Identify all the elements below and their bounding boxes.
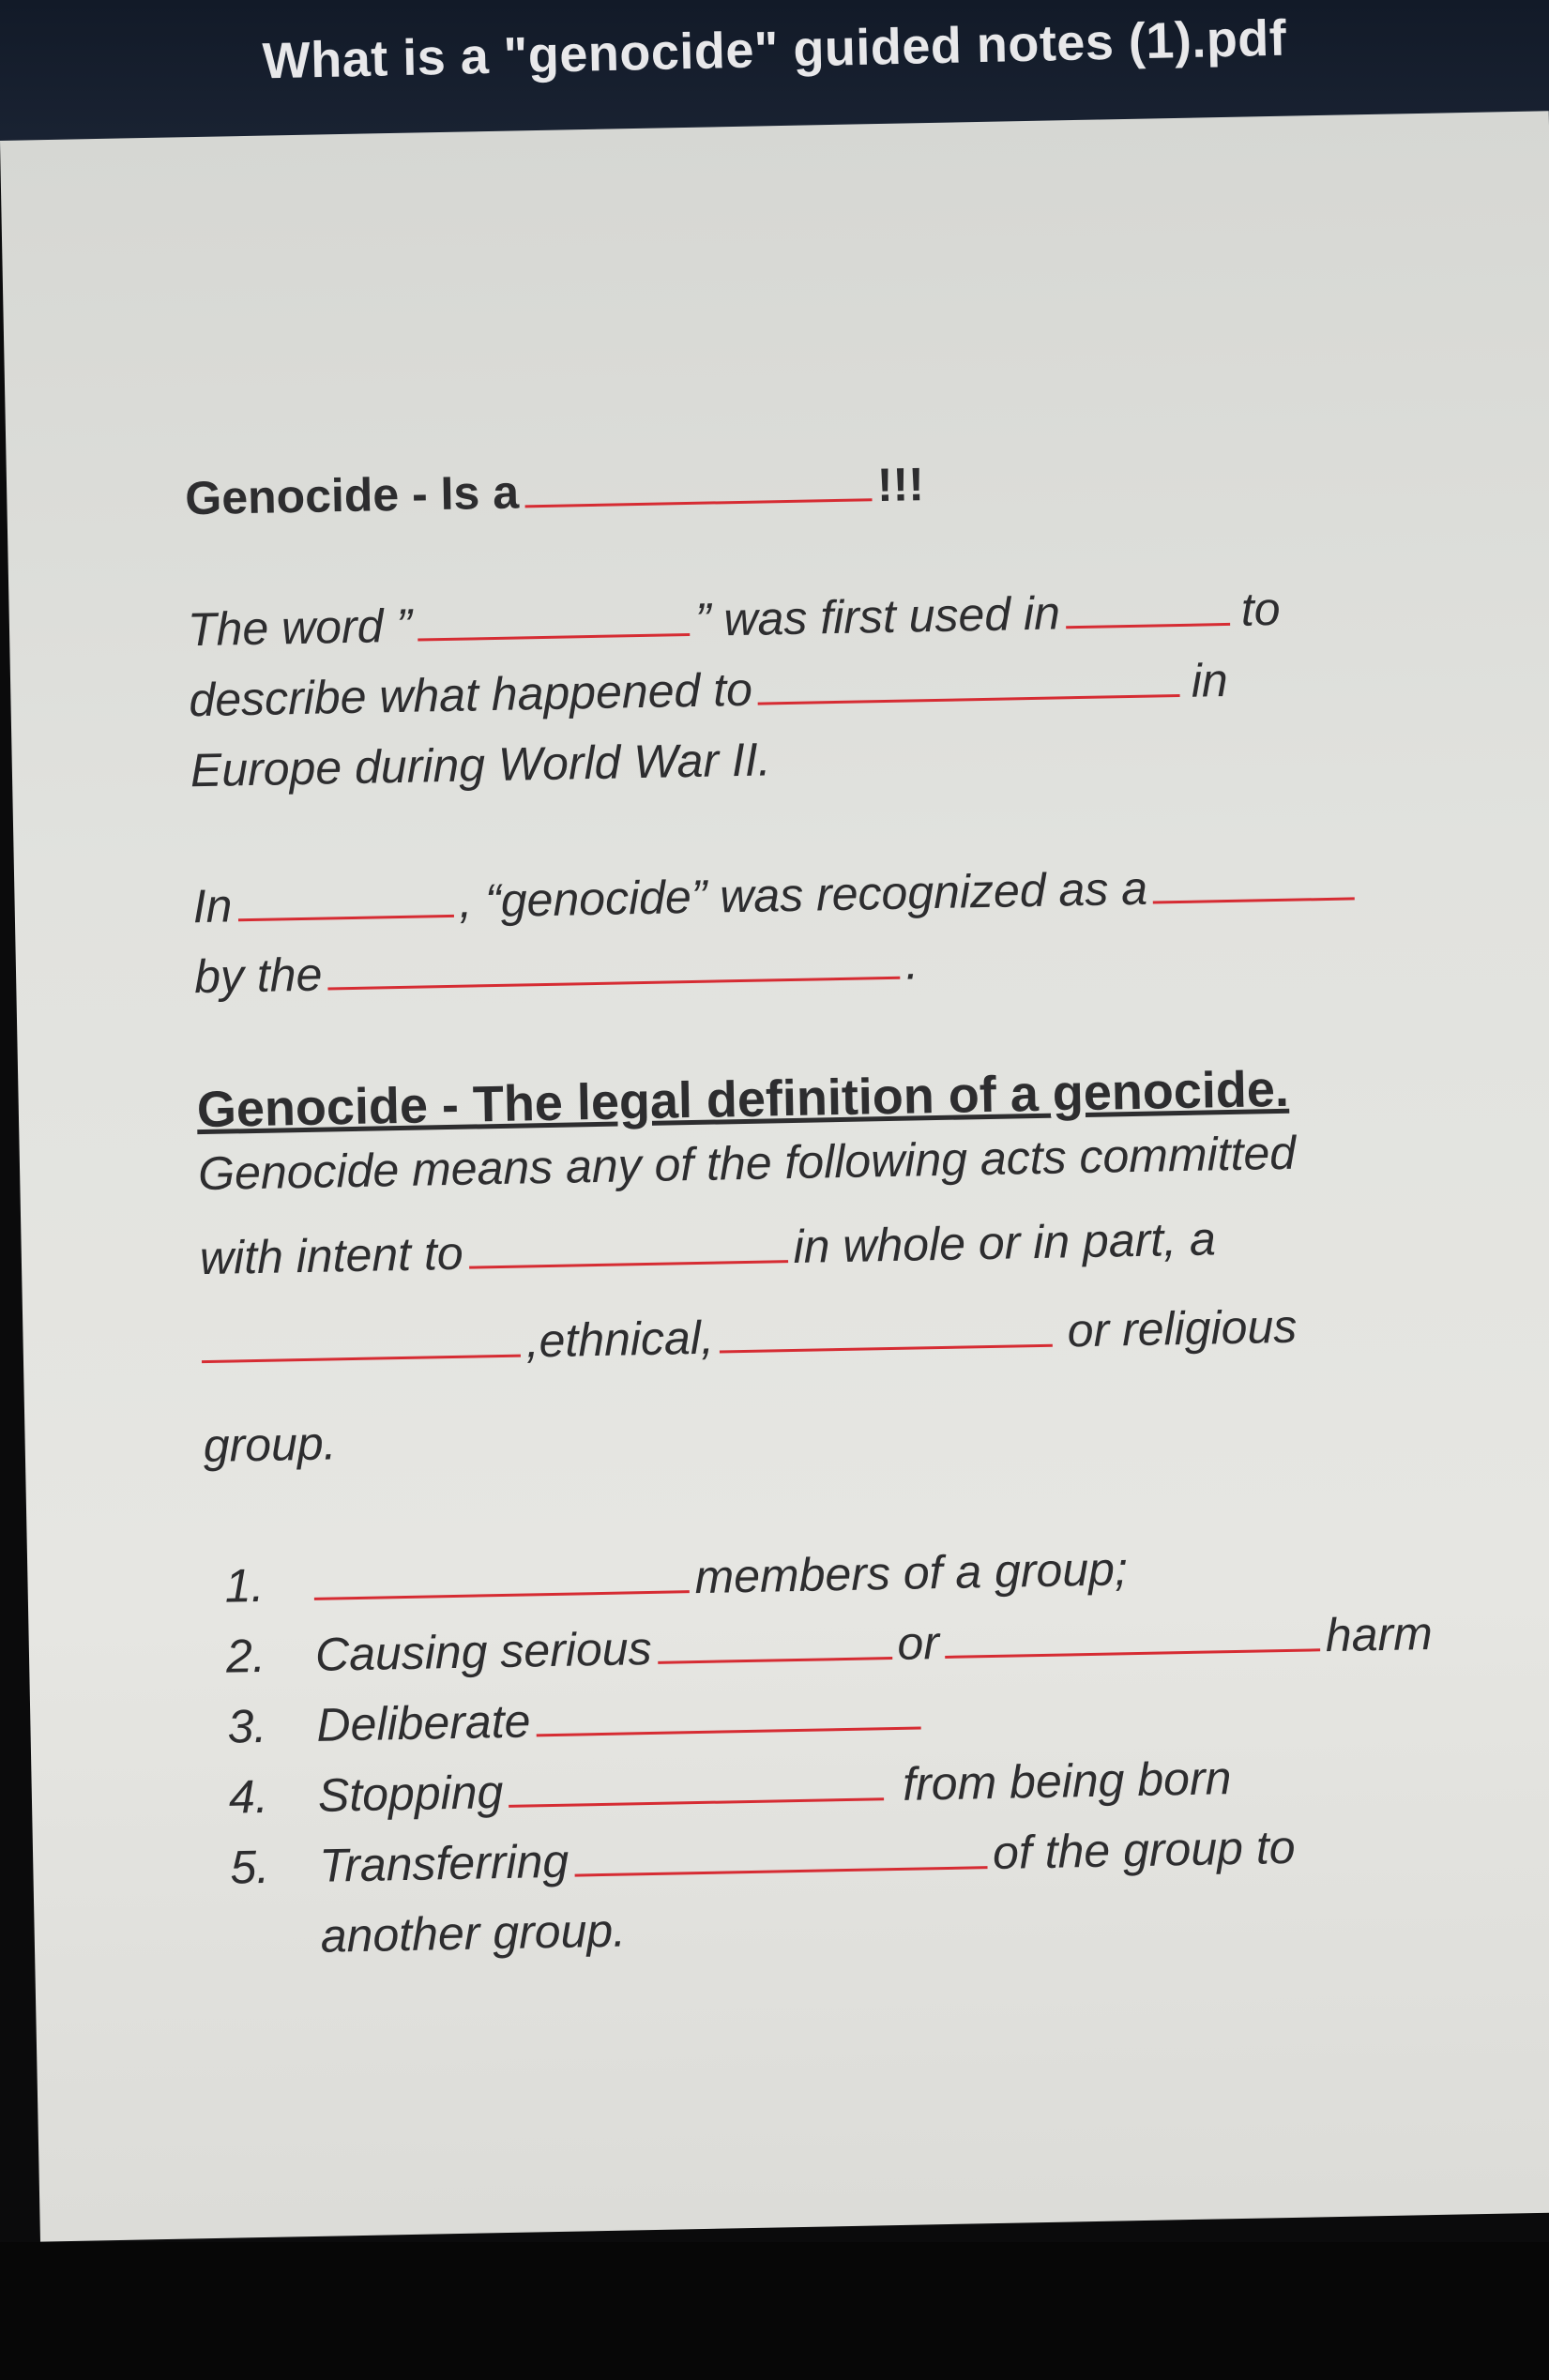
text: of the group to [992,1820,1297,1880]
text: or religious [1067,1299,1298,1357]
blank-field[interactable] [314,1590,690,1600]
legal-line-4: group. [203,1417,338,1473]
list-item-continuation: another group. [320,1903,627,1963]
list-number: 2. [225,1629,266,1683]
text: ” was first used in [694,586,1061,646]
legal-line-1: Genocide means any of the following acts committed [197,1126,1297,1201]
pdf-page[interactable] [0,111,1549,2241]
text: harm [1325,1606,1434,1662]
text: or [896,1616,940,1670]
definition-prefix: Genocide - Is a [184,465,520,525]
text: to [1240,582,1282,636]
window-title: What is a "genocide" guided notes (1).pdf [262,9,1287,90]
document-content [182,291,1449,1963]
definition-suffix: !!! [876,458,925,512]
list-item [224,1542,1129,1613]
list-item [225,1606,1434,1683]
text: describe what happened to [188,662,753,727]
blank-field[interactable] [720,1344,1053,1354]
list-number: 1. [224,1558,265,1613]
list-item [226,1690,927,1753]
text: Causing serious [314,1621,653,1681]
blank-field[interactable] [238,915,454,921]
blank-field[interactable] [328,977,901,991]
text: ,ethnical, [525,1311,715,1368]
text: Stopping [317,1766,504,1822]
blank-field[interactable] [418,633,690,642]
list-item [228,1751,1232,1824]
text: members of a group; [693,1542,1129,1604]
list-number: 3. [226,1699,267,1753]
definition-line [184,458,925,525]
word-origin-line-2 [188,653,1229,727]
text: Transferring [318,1834,569,1892]
blank-field[interactable] [574,1866,987,1876]
blank-field[interactable] [658,1657,892,1664]
blank-field[interactable] [1066,623,1230,629]
recognition-line-1 [192,860,1360,933]
blank-field[interactable] [537,1726,921,1736]
legal-definition-heading: Genocide - The legal definition of a genocide. [196,1060,1290,1139]
word-origin-line-1 [187,582,1282,657]
blank-field[interactable] [202,1355,521,1364]
list-number: 4. [228,1769,269,1824]
text: In [192,879,233,933]
blank-field[interactable] [758,694,1180,705]
text: , “genocide” was recognized as a [458,861,1148,928]
text: by the [193,947,323,1004]
bottom-bezel [0,2242,1549,2380]
blank-field[interactable] [524,498,872,508]
text: . [904,936,919,990]
text: in whole or in part, a [792,1212,1217,1273]
list-item [229,1820,1297,1894]
text: Deliberate [315,1694,531,1751]
text: in [1191,653,1229,707]
blank-field[interactable] [469,1260,788,1269]
blank-field[interactable] [945,1648,1320,1659]
legal-line-3 [201,1299,1298,1371]
text: from being born [902,1751,1232,1811]
word-origin-line-3: Europe during World War II. [190,733,772,797]
text: with intent to [199,1226,464,1285]
list-number: 5. [229,1840,270,1894]
legal-line-2 [199,1212,1217,1285]
blank-field[interactable] [1153,897,1355,903]
recognition-line-2 [193,936,919,1004]
blank-field[interactable] [509,1797,885,1808]
text: The word ” [187,599,413,657]
